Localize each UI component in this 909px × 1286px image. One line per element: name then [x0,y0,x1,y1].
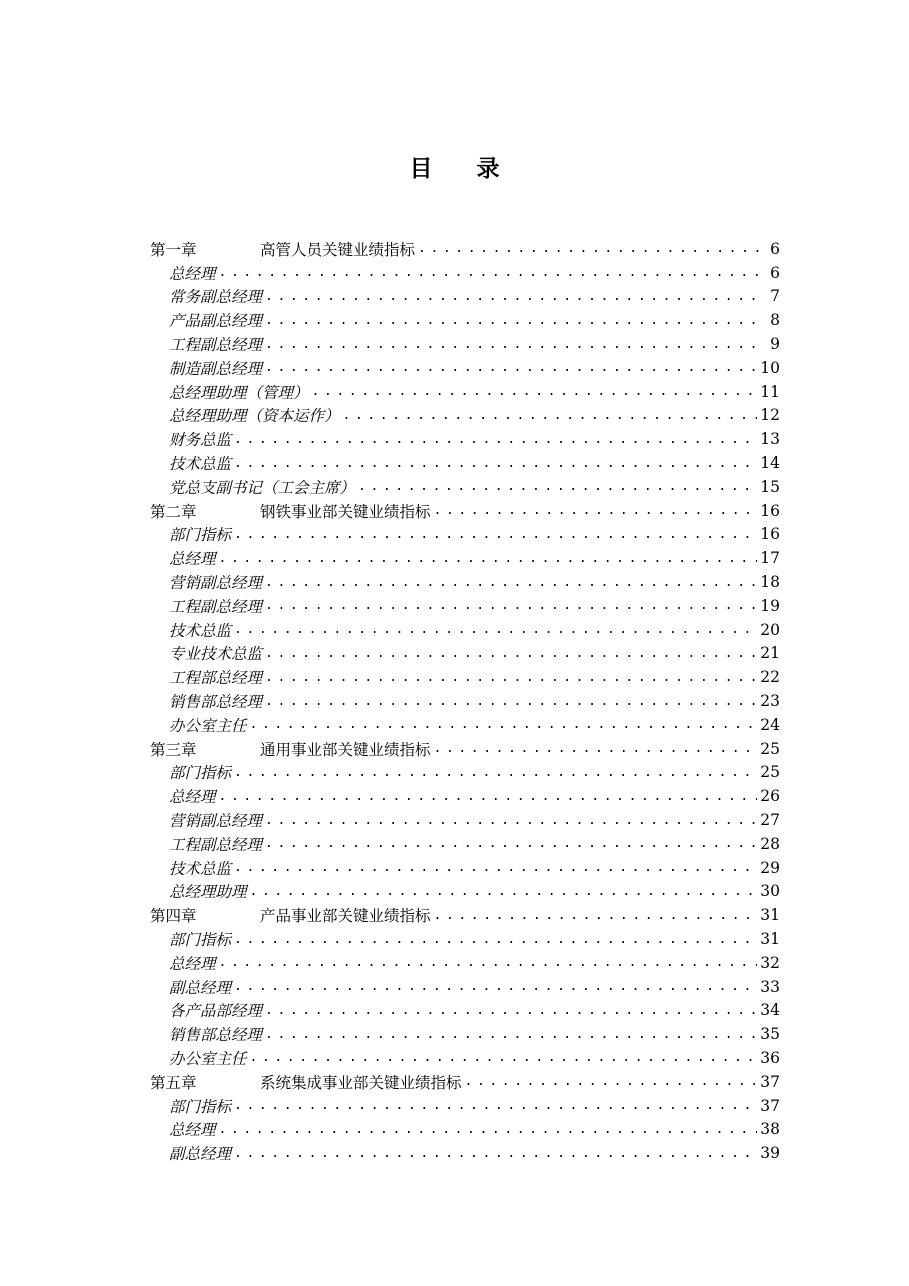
toc-page-number: 36 [760,1048,780,1067]
toc-dot-leader [265,813,757,828]
toc-dot-leader [265,360,757,375]
toc-page-number: 31 [760,930,780,948]
toc-entry-title: 技术总监 [169,455,232,474]
toc-dot-leader [312,384,758,399]
toc-dot-leader [250,717,758,732]
toc-dot-leader [265,598,757,613]
toc-entry-title: 副总经理 [169,978,232,997]
toc-dot-leader [234,1146,757,1161]
toc-page-number: 22 [760,668,780,687]
toc-page-number: 6 [770,239,780,258]
toc-dot-leader [234,932,757,947]
toc-chapter-number: 第二章 [150,502,197,521]
toc-dot-leader [265,289,765,304]
toc-entry-title: 营销副总经理 [169,574,263,593]
toc-entry-title: 财务总监 [169,431,232,450]
toc-entry-title: 各产品部经理 [169,1002,263,1021]
toc-page-number: 32 [760,953,780,972]
toc-page-number: 25 [760,763,780,782]
toc-section-entry[interactable] [150,261,780,285]
toc-entry-title: 产品副总经理 [169,312,263,331]
toc-section-entry[interactable] [150,404,780,428]
toc-chapter-number: 第五章 [150,1073,197,1092]
toc-page-number: 37 [760,1096,780,1115]
toc-section-entry[interactable] [150,880,780,904]
toc-entry-title: 制造副总经理 [169,359,263,378]
toc-page-number: 38 [760,1120,780,1139]
toc-dot-leader [219,1122,758,1137]
toc-entry-title: 钢铁事业部关键业绩指标 [260,502,431,521]
toc-dot-leader [234,1098,757,1113]
toc-dot-leader [265,313,765,328]
table-of-contents [150,237,780,1165]
toc-dot-leader [434,503,758,518]
toc-page-number: 23 [760,692,780,711]
toc-entry-title: 销售部总经理 [169,693,263,712]
toc-page-number: 34 [760,1001,780,1020]
toc-section-entry[interactable] [150,546,780,570]
toc-page-number: 20 [760,620,780,639]
toc-entry-title: 总经理 [169,788,216,807]
toc-entry-title: 工程副总经理 [169,597,263,616]
toc-entry-title: 总经理 [169,954,216,973]
toc-section-entry[interactable] [150,380,780,404]
toc-section-entry[interactable] [150,475,780,499]
toc-dot-leader [250,884,758,899]
toc-section-entry[interactable] [150,1022,780,1046]
toc-dot-leader [418,241,765,256]
toc-section-entry[interactable] [150,927,780,951]
toc-page-number: 17 [760,549,780,568]
toc-entry-title: 工程副总经理 [169,336,263,355]
toc-page-number: 16 [760,525,780,544]
toc-page-number: 10 [760,358,780,377]
toc-page-number: 16 [760,501,780,520]
toc-dot-leader [265,694,757,709]
toc-entry-title: 专业技术总监 [169,645,263,664]
toc-chapter-number: 第一章 [150,240,197,259]
toc-section-entry[interactable] [150,856,780,880]
toc-dot-leader [234,456,757,471]
toc-page-number: 9 [770,335,780,354]
toc-page-number: 8 [770,311,780,330]
page-title: 目 录 [409,155,518,182]
toc-section-entry[interactable] [150,1117,780,1141]
toc-page-number: 35 [760,1025,780,1044]
toc-entry-title: 总经理助理（资本运作） [169,407,340,426]
toc-section-entry[interactable] [150,761,780,785]
toc-entry-title: 总经理助理 [169,883,247,902]
toc-entry-title: 高管人员关键业绩指标 [260,240,416,259]
toc-section-entry[interactable] [150,356,780,380]
toc-entry-title: 通用事业部关键业绩指标 [260,740,431,759]
toc-page-number: 14 [760,454,780,473]
toc-dot-leader [265,575,757,590]
toc-dot-leader [358,479,757,494]
toc-page-number: 15 [760,477,780,496]
toc-section-entry[interactable] [150,1141,780,1165]
toc-chapter-entry[interactable] [150,737,780,761]
toc-page-number: 13 [760,430,780,449]
toc-section-entry[interactable] [150,451,780,475]
toc-page-number: 19 [760,596,780,615]
toc-page-number: 37 [760,1072,780,1091]
toc-dot-leader [234,860,757,875]
toc-section-entry[interactable] [150,951,780,975]
toc-section-entry[interactable] [150,308,780,332]
toc-section-entry[interactable] [150,999,780,1023]
toc-chapter-entry[interactable] [150,499,780,523]
toc-section-entry[interactable] [150,594,780,618]
toc-dot-leader [219,551,758,566]
toc-entry-title: 技术总监 [169,621,232,640]
toc-entry-title: 销售部总经理 [169,1026,263,1045]
toc-chapter-entry[interactable] [150,903,780,927]
toc-chapter-number: 第四章 [150,907,197,926]
toc-dot-leader [219,265,765,280]
toc-page-number: 31 [760,906,780,925]
toc-dot-leader [219,789,758,804]
toc-page-number: 12 [760,406,780,425]
toc-page-number: 28 [760,834,780,853]
toc-dot-leader [465,1074,758,1089]
toc-entry-title: 部门指标 [169,526,232,545]
toc-entry-title: 系统集成事业部关键业绩指标 [260,1073,462,1092]
toc-dot-leader [265,1027,757,1042]
toc-page-number: 18 [760,573,780,592]
toc-section-entry[interactable] [150,427,780,451]
toc-chapter-number: 第三章 [150,740,197,759]
toc-dot-leader [265,836,757,851]
toc-entry-title: 总经理 [169,264,216,283]
toc-section-entry[interactable] [150,285,780,309]
toc-page-number: 39 [760,1144,780,1163]
toc-chapter-entry[interactable] [150,1070,780,1094]
toc-entry-title: 工程副总经理 [169,835,263,854]
toc-entry-title: 部门指标 [169,931,232,949]
toc-dot-leader [234,979,757,994]
toc-dot-leader [265,337,765,352]
toc-page-number: 11 [760,382,780,401]
toc-dot-leader [234,527,757,542]
toc-section-entry[interactable] [150,1094,780,1118]
toc-section-entry[interactable] [150,832,780,856]
toc-page-number: 21 [760,644,780,663]
toc-entry-title: 营销副总经理 [169,812,263,831]
toc-dot-leader [343,408,758,423]
toc-section-entry[interactable] [150,808,780,832]
toc-section-entry[interactable] [150,689,780,713]
toc-section-entry[interactable] [150,642,780,666]
toc-dot-leader [265,1003,757,1018]
toc-dot-leader [250,1050,758,1065]
toc-section-entry[interactable] [150,975,780,999]
toc-section-entry[interactable] [150,1046,780,1070]
toc-section-entry[interactable] [150,618,780,642]
toc-page-number: 26 [760,787,780,806]
toc-section-entry[interactable] [150,570,780,594]
toc-entry-title: 产品事业部关键业绩指标 [260,907,431,926]
toc-entry-title: 办公室主任 [169,716,247,735]
toc-entry-title: 总经理 [169,1121,216,1140]
toc-page-number: 7 [770,287,780,306]
toc-dot-leader [265,646,757,661]
toc-entry-title: 办公室主任 [169,1049,247,1068]
toc-entry-title: 副总经理 [169,1145,232,1164]
toc-page-number: 29 [760,858,780,877]
toc-page-number: 25 [760,739,780,758]
toc-page-number: 33 [760,977,780,996]
toc-dot-leader [265,670,757,685]
toc-page-number: 24 [760,715,780,734]
toc-section-entry[interactable] [150,332,780,356]
toc-section-entry[interactable] [150,713,780,737]
toc-entry-title: 总经理 [169,550,216,569]
toc-entry-title: 部门指标 [169,764,232,783]
toc-section-entry[interactable] [150,665,780,689]
toc-dot-leader [434,741,758,756]
toc-dot-leader [234,622,757,637]
toc-entry-title: 党总支副书记（工会主席） [169,478,356,497]
toc-entry-title: 总经理助理（管理） [169,383,309,402]
toc-entry-title: 部门指标 [169,1097,232,1116]
toc-entry-title: 常务副总经理 [169,288,263,307]
toc-page-number: 30 [760,882,780,901]
toc-chapter-entry[interactable] [150,237,780,261]
toc-section-entry[interactable] [150,784,780,808]
toc-dot-leader [234,765,757,780]
toc-dot-leader [219,955,758,970]
toc-dot-leader [434,908,758,923]
toc-entry-title: 技术总监 [169,859,232,878]
toc-page-number: 27 [760,811,780,830]
toc-dot-leader [234,432,757,447]
toc-section-entry[interactable] [150,523,780,547]
toc-entry-title: 工程部总经理 [169,669,263,688]
toc-page-number: 6 [770,263,780,282]
